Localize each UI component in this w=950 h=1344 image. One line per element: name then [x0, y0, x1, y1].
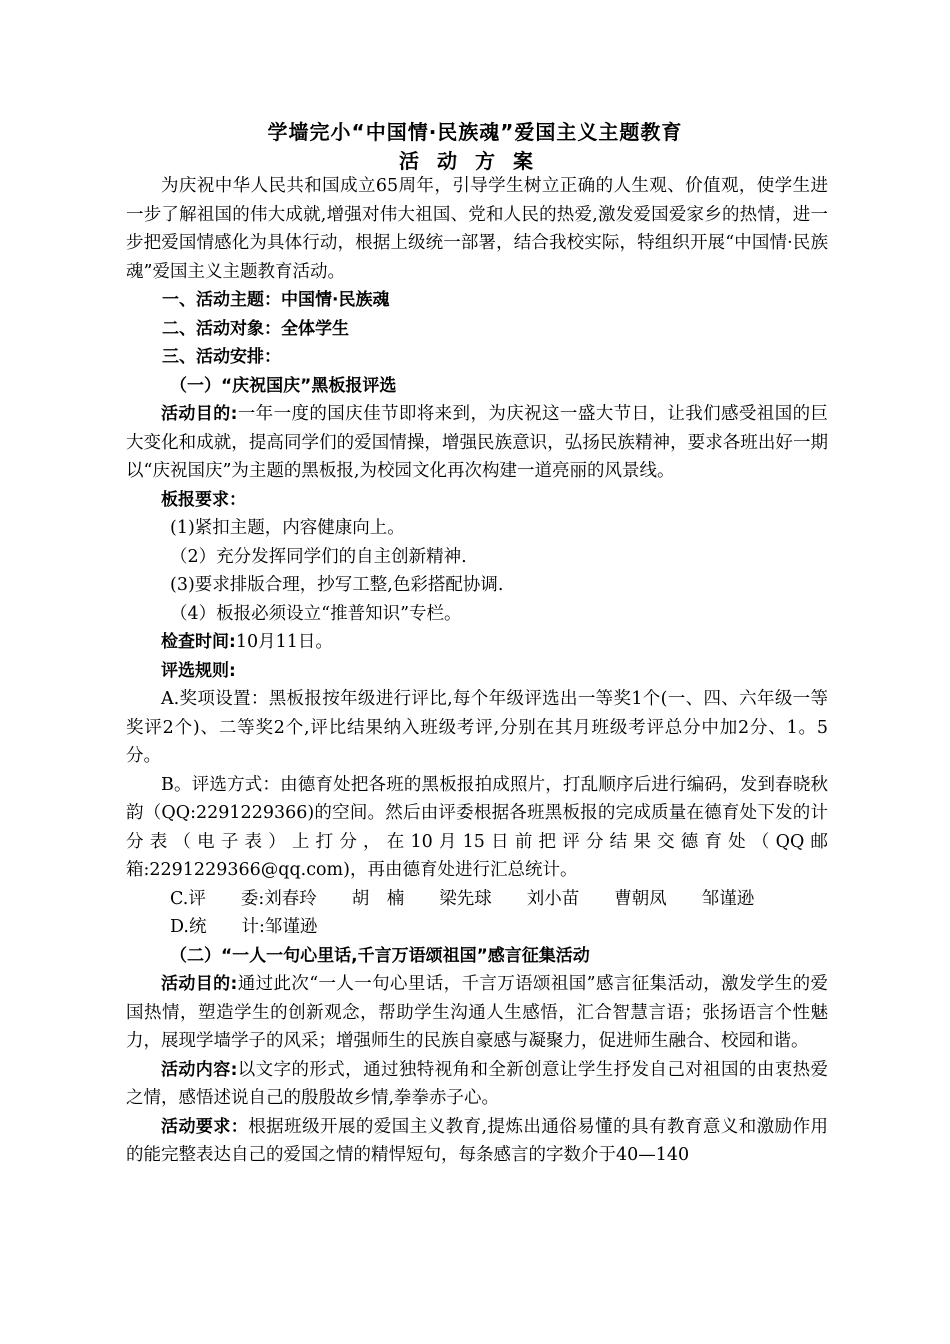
part2-purpose [126, 970, 828, 1056]
part1-purpose-text: 一年一度的国庆佳节即将来到，为庆祝这一盛大节日，让我们感受祖国的巨大变化和成就，提高同学们的爱国情操，增强民族意识，弘扬民族精神，要求各班出好一期以“庆祝国庆”为主题的黑板报,为校园文化再次构建一道亮丽的风景线。 [126, 404, 828, 481]
part1-rules-label: 评选规则: [161, 660, 236, 681]
part1-check-text: 10月11日。 [235, 632, 333, 652]
intro-paragraph: 为庆祝中华人民共和国成立65周年，引导学生树立正确的人生观、价值观，使学生进一步了解祖国的伟大成就,增强对伟大祖国、党和人民的热爱,激发爱国爱家乡的热情，进一步把爱国情感化为具体行动，根据上级统一部署，结合我校实际，特组织开展“中国情·民族魂”爱国主义主题教育活动。 [126, 176, 828, 282]
part1-req-item: （2）充分发挥同学们的自主创新精神. [170, 546, 467, 567]
heading-arrangement: 三、活动安排： [162, 347, 281, 367]
heading-theme: 一、活动主题：中国情·民族魂 [162, 290, 390, 310]
doc-body [126, 172, 828, 1170]
part2-req-text: 根据班级开展的爱国主义教育,提炼出通俗易懂的具有教育意义和激励作用的能完整表达自己的爱国之情的精悍短句，每条感言的字数介于40—140 [126, 1116, 829, 1165]
part1-req-item: (3)要求排版合理，抄写工整,色彩搭配协调. [170, 575, 504, 595]
part2-purpose-label: 活动目的: [161, 974, 238, 994]
part1-purpose [126, 400, 828, 486]
part2-content [126, 1056, 828, 1113]
heading-target: 二、活动对象：全体学生 [162, 318, 349, 339]
part2-content-label: 活动内容: [161, 1059, 238, 1080]
doc-title-line1: 学墙完小“中国情·民族魂”爱国主义主题教育 [267, 120, 683, 144]
part2-req-label: 活动要求： [161, 1116, 249, 1137]
part1-title: （一）“庆祝国庆”黑板报评选 [170, 375, 397, 396]
part1-check-label: 检查时间: [161, 632, 236, 652]
part1-rules-heading [126, 657, 828, 686]
part1-check [126, 628, 828, 657]
part2-content-text: 以文字的形式，通过独特视角和全新创意让学生抒发自己对祖国的由衷热爱之情，感悟述说自己的殷殷故乡情,拳拳赤子心。 [126, 1059, 828, 1108]
part1-req-heading [126, 486, 828, 515]
part1-rule-d: D.统 计:邹谨逊 [170, 917, 318, 937]
part1-req-item: (1)紧扣主题，内容健康向上。 [170, 518, 405, 538]
doc-title-line2: 活动方案 [399, 149, 551, 173]
part2-requirements [126, 1113, 828, 1170]
part1-req-item: （4）板报必须设立“推普知识”专栏。 [170, 603, 462, 624]
part2-purpose-text: 通过此次“一人一句心里话，千言万语颂祖国”感言征集活动，激发学生的爱国热情，塑造学生的创新观念，帮助学生沟通人生感悟，汇合智慧言语；张扬语言个性魅力，展现学墙学子的风采；增强师生的民族自豪感与凝聚力，促进师生融合、校园和谐。 [126, 974, 828, 1051]
part1-req-label: 板报要求： [161, 489, 246, 510]
part2-title: （二）“一人一句心里话,千言万语颂祖国”感言征集活动 [170, 945, 590, 966]
part1-rule-b: B。评选方式：由德育处把各班的黑板报拍成照片，打乱顺序后进行编码，发到春晓秋韵（QQ:2291229366)的空间。然后由评委根据各班黑板报的完成质量在德育处下发的计分表（电子表）上打分，在10月15日前把评分结果交德育处（QQ邮箱:2291229366@qq.com)，再由德育处进行汇总统计。 [126, 774, 828, 880]
part1-rule-a: A.奖项设置：黑板报按年级进行评比,每个年级评选出一等奖1个(一、四、六年级一等奖评2个)、二等奖2个,评比结果纳入班级考评,分别在其月班级考评总分中加2分、1。5分。 [126, 689, 828, 766]
part1-purpose-label: 活动目的: [161, 404, 238, 424]
part1-rule-c: C.评 委:刘春玲 胡 楠 梁先球 刘小苗 曹朝凤 邹谨逊 [170, 888, 755, 909]
